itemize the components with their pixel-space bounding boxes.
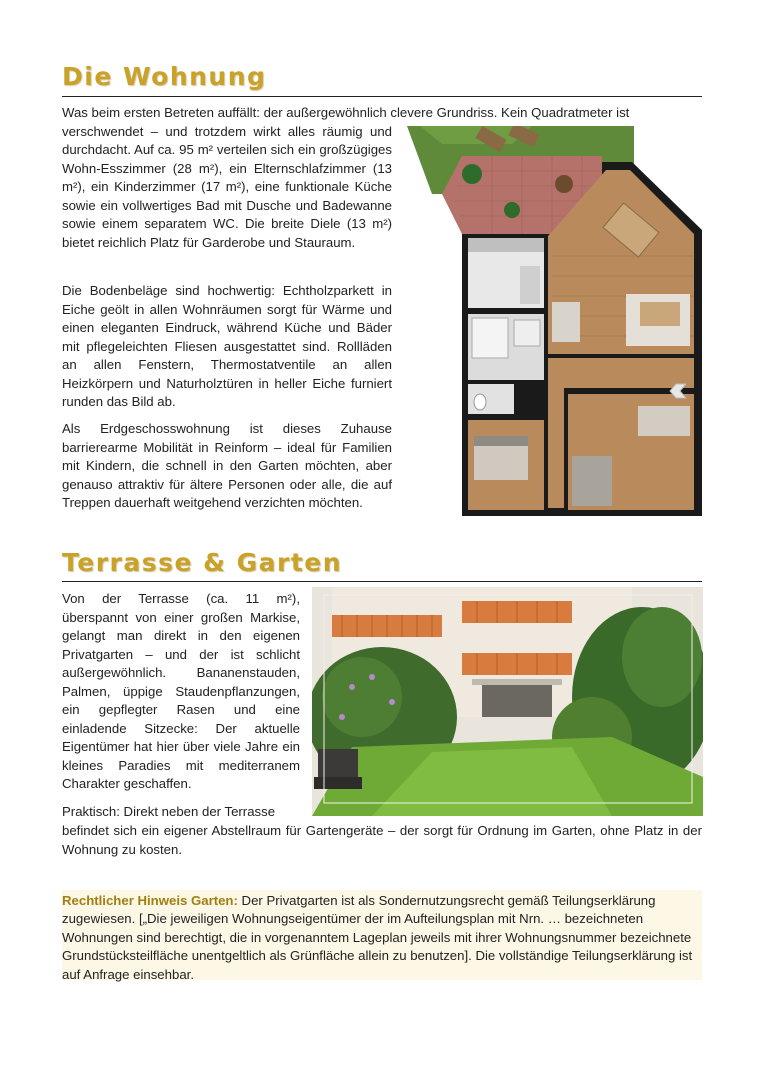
garten-paragraph-2b: befindet sich ein eigener Abstellraum für Gartengeräte – der sorgt für Ordnung im Garten, ohne Platz in der Wohnung zu kosten.: [62, 823, 702, 857]
garten-paragraph-2a: Praktisch: Direkt neben der Terrasse: [62, 804, 276, 819]
wohnung-paragraph-1a: Was beim ersten Betreten auffällt: der außergewöhnlich clevere Grundriss. Kein Quadratmeter ist: [62, 105, 630, 120]
section-divider: [62, 581, 702, 582]
legal-notice-box: [62, 890, 702, 980]
wohnung-paragraph-3: Als Erdgeschosswohnung ist dieses Zuhause barrierearme Mobilität in Reinform – ideal für Familien mit Kindern, die schnell in den Garten möchten, aber genauso attraktiv für ältere Personen oder alle, die auf Treppen dauerhaft weitgehend verzichten möchten.: [62, 421, 392, 510]
garden-photo: [312, 587, 703, 816]
garden-illustration: [312, 587, 703, 816]
section-title-garten: Terrasse & Garten: [62, 548, 343, 577]
garten-paragraph-1: Von der Terrasse (ca. 11 m²), überspannt von einer großen Markise, gelangt man direkt in den eigenen Privatgarten – und der ist schlicht außergewöhnlich. Bananenstauden, Palmen, üppige Staudenpflanzungen, ein gepflegter Rasen und eine einladende Sitzecke: Der aktuelle Eigentümer hat hier über viele Jahre ein kleines Paradies mit mediterranem Charakter geschaffen.: [62, 591, 300, 791]
section-divider: [62, 96, 702, 97]
legal-notice-text: Der Privatgarten ist als Sondernutzungsrecht gemäß Teilungserklärung zugewiesen. [„Die jeweiligen Wohnungseigentümer der im Aufteilungsplan mit Nrn. … bezeichneten Wohnungen sind berechtigt, die in vorgenanntem Lageplan jeweils mit ihrer Wohnungsnummer bezeichnete Grundstücksteilfläche unentgeltlich als Grünfläche allein zu benutzen]. Die vollständige Teilungserklärung ist auf Anfrage einsehbar.: [62, 893, 693, 982]
wohnung-paragraph-1b: verschwendet – und trotzdem wirkt alles räumig und durchdacht. Auf ca. 95 m² verteilen sich ein großzügiges Wohn-Esszimmer (28 m²), ein Elternschlafzimmer (13 m²), ein Kinderzimmer (17 m²), eine funktionale Küche sowie ein vollwertiges Bad mit Dusche und Badewanne sowie einem separatem WC. Die breite Diele (13 m²) bietet reichlich Platz für Garderobe und Stauraum.: [62, 123, 392, 250]
legal-notice-label: Rechtlicher Hinweis Garten:: [62, 893, 238, 908]
floorplan-image: [402, 126, 702, 516]
floorplan-illustration: [402, 126, 702, 516]
section-title-wohnung: Die Wohnung: [62, 62, 267, 91]
wohnung-paragraph-2: Die Bodenbeläge sind hochwertig: Echtholzparkett in Eiche geölt in allen Wohnräumen sorgt für Wärme und einen eleganten Eindruck, während Küche und Bäder mit pflegeleichten Fliesen ausgestattet sind. Rollläden an allen Fenstern, Thermostatventile an allen Heizkörpern und Naturholztüren in heller Eiche furniert runden das Bild ab.: [62, 283, 392, 409]
